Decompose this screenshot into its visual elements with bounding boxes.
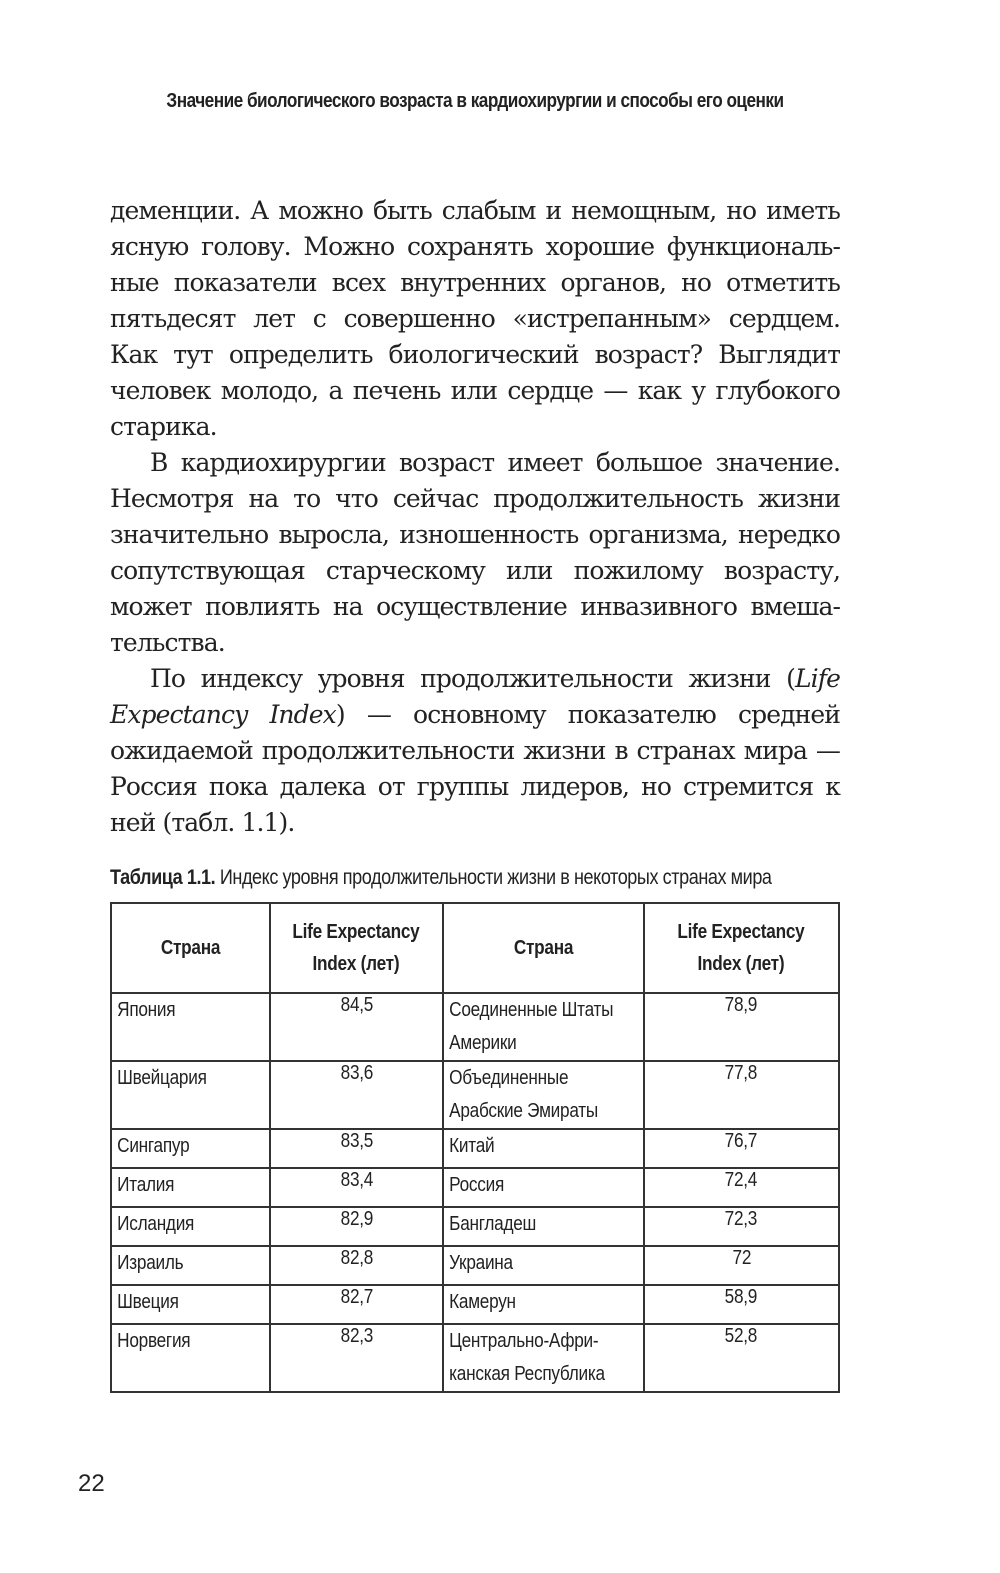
- header-line: Life Expectancy: [677, 921, 805, 943]
- table-row: [111, 1061, 839, 1129]
- value-cell: 83,5: [270, 1129, 443, 1168]
- country-cell: Швейцария: [111, 1061, 270, 1129]
- value-cell: 83,4: [270, 1168, 443, 1207]
- paragraph-1: [110, 193, 840, 445]
- italic-term: Expectancy Index: [110, 700, 336, 729]
- table-row: [111, 1207, 839, 1246]
- text-line: Россия пока далека от группы лидеров, но стремится: [110, 772, 814, 801]
- text-line: В кардиохирургии возраст имеет большое значение.: [150, 448, 840, 477]
- country-cell: Исландия: [111, 1207, 270, 1246]
- text-line: тельства.: [110, 628, 225, 657]
- header-line: Index (лет): [697, 953, 785, 975]
- value-cell: 58,9: [644, 1285, 839, 1324]
- country-cell: Россия: [443, 1168, 644, 1207]
- country-cell: Украина: [443, 1246, 644, 1285]
- value-cell: 52,8: [644, 1324, 839, 1392]
- text-fragment: ) — основному показателю средней: [335, 700, 841, 729]
- country-cell: Италия: [111, 1168, 270, 1207]
- text-line: Как тут определить биологический возраст? Выглядит: [110, 340, 840, 369]
- table-row: [111, 1129, 839, 1168]
- text-line: к ней (табл. 1.1).: [110, 772, 840, 837]
- value-cell: 77,8: [644, 1061, 839, 1129]
- value-cell: 72,3: [644, 1207, 839, 1246]
- page-number: 22: [78, 1470, 105, 1497]
- table-row: [111, 1168, 839, 1207]
- text-line: человек молодо, а печень или сердце — как у глубокого: [110, 376, 840, 405]
- table-caption-text: Индекс уровня продолжительности жизни в некоторых странах мира: [215, 866, 772, 889]
- value-cell: 78,9: [644, 993, 839, 1061]
- header-life-expectancy: [644, 903, 839, 993]
- country-cell: Япония: [111, 993, 270, 1061]
- value-cell: 82,9: [270, 1207, 443, 1246]
- header-line: Index (лет): [312, 953, 400, 975]
- paragraph-2: [110, 445, 840, 661]
- table-caption-label: Таблица 1.1.: [110, 866, 216, 889]
- value-cell: 82,3: [270, 1324, 443, 1392]
- value-cell: 76,7: [644, 1129, 839, 1168]
- paragraph-3: [110, 661, 840, 841]
- table-caption: [110, 866, 832, 890]
- text-line: пятьдесят лет с совершенно «истрепанным» сердцем.: [110, 304, 840, 333]
- country-cell: Китай: [443, 1129, 644, 1168]
- value-cell: 83,6: [270, 1061, 443, 1129]
- text-line: ные показатели всех внутренних органов, но отметить: [110, 268, 840, 297]
- value-cell: 84,5: [270, 993, 443, 1061]
- text-line: старика.: [110, 412, 217, 441]
- header-country: Страна: [443, 903, 644, 993]
- country-cell: Камерун: [443, 1285, 644, 1324]
- text-line: значительно выросла, изношенность организма, нередко: [110, 520, 840, 549]
- life-expectancy-table: [110, 902, 840, 1393]
- text-line: ясную голову. Можно сохранять хорошие функциональ-: [110, 232, 840, 261]
- country-cell: Норвегия: [111, 1324, 270, 1392]
- body-text: [110, 193, 840, 841]
- header-country: Страна: [111, 903, 270, 993]
- header-life-expectancy: [270, 903, 443, 993]
- text-fragment: По индексу уровня продолжительности жизни (: [150, 664, 795, 693]
- header-line: Life Expectancy: [292, 921, 420, 943]
- value-cell: 72,4: [644, 1168, 839, 1207]
- value-cell: 82,8: [270, 1246, 443, 1285]
- text-line: Несмотря на то что сейчас продолжительность жизни: [110, 484, 840, 513]
- country-cell: Центрально-Афри- канская Республика: [443, 1324, 644, 1392]
- text-line: может повлиять на осуществление инвазивного вмеша-: [110, 592, 840, 621]
- country-cell: Швеция: [111, 1285, 270, 1324]
- value-cell: 82,7: [270, 1285, 443, 1324]
- country-cell: Сингапур: [111, 1129, 270, 1168]
- table-header-row: [111, 903, 839, 993]
- table-row: [111, 1246, 839, 1285]
- country-cell: Израиль: [111, 1246, 270, 1285]
- running-head: Значение биологического возраста в кардиохирургии и способы его оценки: [166, 90, 784, 112]
- country-cell: Соединенные Штаты Америки: [443, 993, 644, 1061]
- table-row: [111, 1324, 839, 1392]
- table-row: [111, 1285, 839, 1324]
- value-cell: 72: [644, 1246, 839, 1285]
- table-row: [111, 993, 839, 1061]
- text-line: сопутствующая старческому или пожилому возрасту,: [110, 556, 840, 585]
- italic-term: Life: [794, 664, 840, 693]
- text-line: деменции. А можно быть слабым и немощным, но иметь: [110, 196, 840, 225]
- country-cell: Объединенные Арабские Эмираты: [443, 1061, 644, 1129]
- text-line: ожидаемой продолжительности жизни в странах мира —: [110, 736, 840, 765]
- country-cell: Бангладеш: [443, 1207, 644, 1246]
